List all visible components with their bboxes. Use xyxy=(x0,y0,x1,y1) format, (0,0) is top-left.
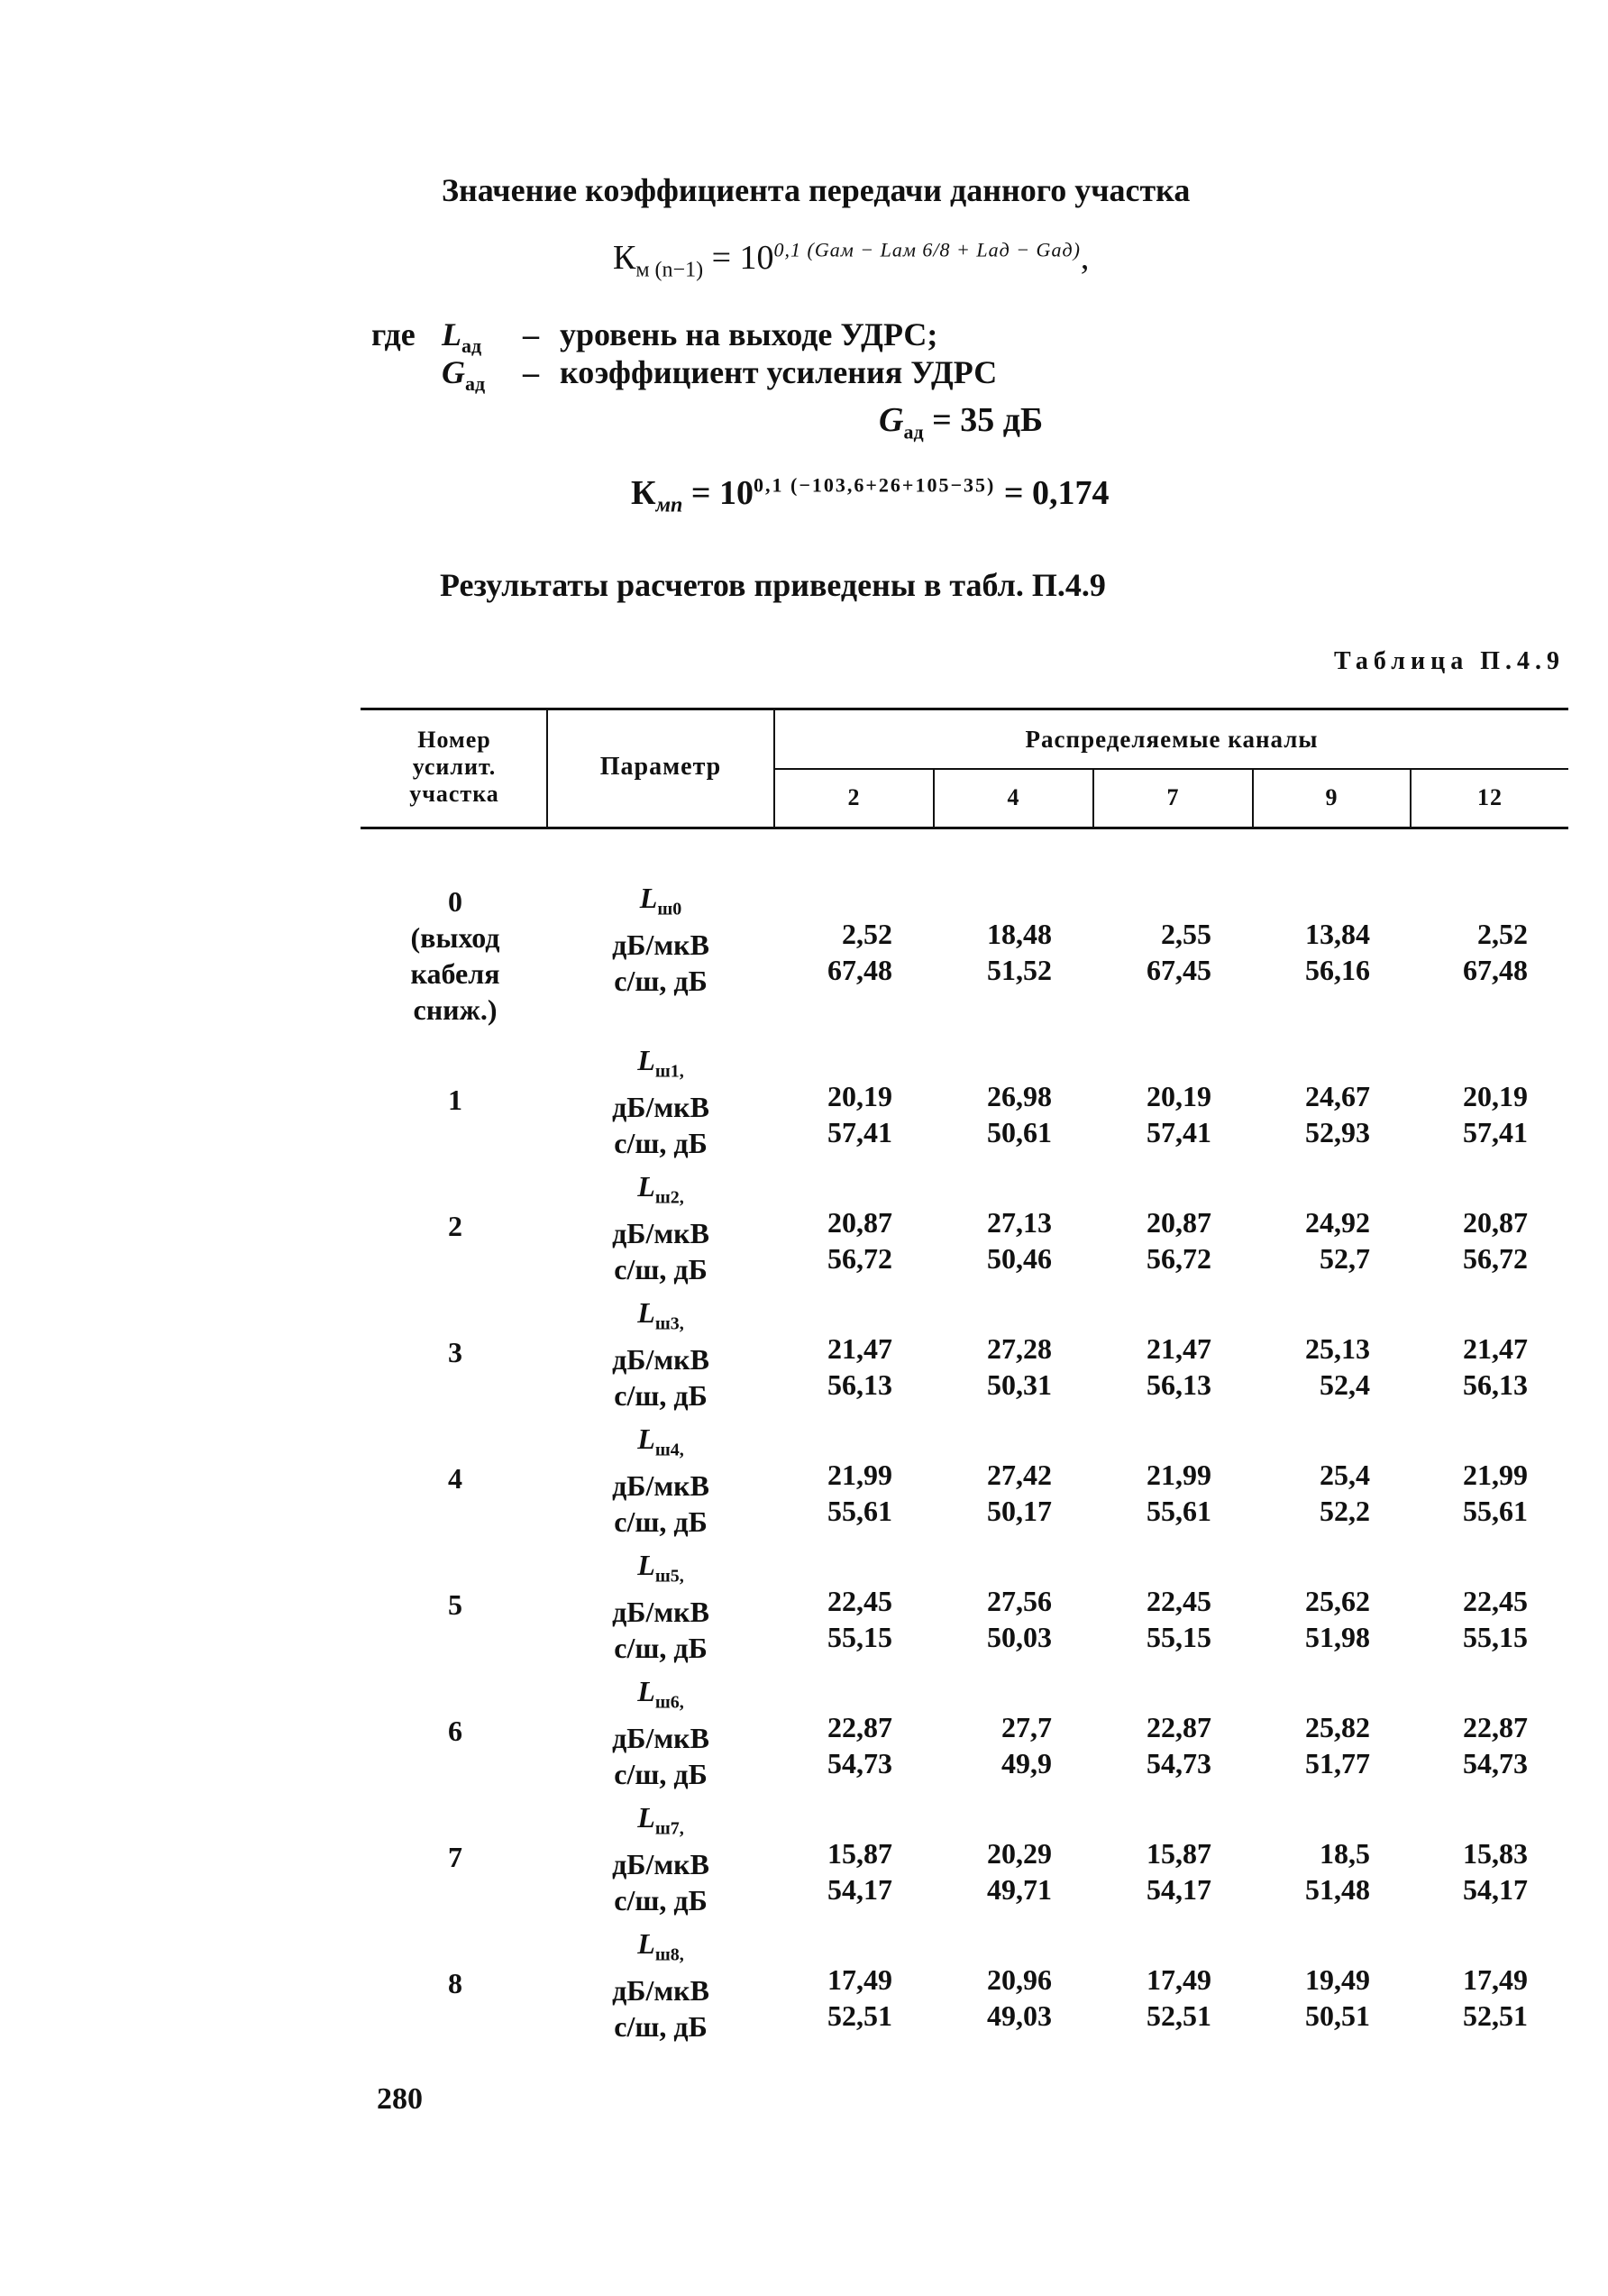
row-number xyxy=(365,1713,545,1749)
gad-sub: ад xyxy=(903,420,924,444)
row-parameter-unit: с/ш, дБ xyxy=(614,1505,708,1539)
row-parameter xyxy=(571,1926,751,2044)
row-parameter-unit: с/ш, дБ xyxy=(614,1127,708,1160)
param-sym: L xyxy=(637,1422,655,1455)
cell-snr-value: 52,4 xyxy=(1320,1368,1370,1401)
formula2-lhs-sub: мn xyxy=(655,493,683,517)
cell-level-value: 24,67 xyxy=(1305,1080,1370,1112)
formula1-tail: , xyxy=(1080,239,1090,277)
header-channel-12: 12 xyxy=(1477,784,1503,810)
row-number-line: 4 xyxy=(448,1462,462,1495)
cell-snr-value: 50,46 xyxy=(987,1242,1052,1275)
cell-snr-value: 52,2 xyxy=(1320,1495,1370,1527)
header-channel-7: 7 xyxy=(1166,784,1180,810)
cell-level-value: 25,62 xyxy=(1305,1585,1370,1617)
cell-snr-value: 67,48 xyxy=(827,954,892,986)
row-parameter-unit: дБ/мкВ xyxy=(612,928,709,962)
row-parameter-symbol xyxy=(571,1673,751,1720)
cell-level-value: 18,48 xyxy=(987,918,1052,950)
formula-kmn xyxy=(631,473,1109,518)
cell-level-value: 27,13 xyxy=(987,1206,1052,1239)
row-parameter-symbol xyxy=(571,1294,751,1341)
cell-level-value: 20,87 xyxy=(827,1206,892,1239)
cell-level-value: 22,45 xyxy=(1463,1585,1528,1617)
param-sym: L xyxy=(637,1044,655,1076)
where-dash: – xyxy=(523,316,539,352)
cell-level-value: 2,52 xyxy=(842,918,892,950)
cell-level-value: 22,87 xyxy=(1147,1711,1211,1743)
where-sym-sub: ад xyxy=(465,372,486,396)
row-number-line: (выход xyxy=(410,921,500,954)
row-parameter xyxy=(571,1294,751,1413)
param-sym: L xyxy=(637,1296,655,1329)
where-text: коэффициент усиления УДРС xyxy=(560,354,998,390)
param-sym: L xyxy=(639,882,658,914)
row-parameter xyxy=(571,1168,751,1287)
cell-level-value: 21,99 xyxy=(827,1459,892,1491)
cell-snr-value: 67,45 xyxy=(1147,954,1211,986)
param-sym: L xyxy=(637,1927,655,1960)
cell-snr-value: 51,98 xyxy=(1305,1621,1370,1653)
where-dash: – xyxy=(523,354,539,390)
row-parameter-unit: дБ/мкВ xyxy=(612,1091,709,1124)
cell-level-value: 2,52 xyxy=(1477,918,1528,950)
cell-level-value: 20,29 xyxy=(987,1837,1052,1870)
param-sub: ш6, xyxy=(654,1692,684,1713)
row-parameter-symbol xyxy=(571,1042,751,1089)
header-parameter: Параметр xyxy=(599,753,722,781)
cell-level-value: 22,87 xyxy=(827,1711,892,1743)
cell-level-value: 20,19 xyxy=(1147,1080,1211,1112)
cell-snr-value: 54,17 xyxy=(1147,1873,1211,1906)
cell-snr-value: 49,03 xyxy=(987,1999,1052,2032)
param-sub: ш5, xyxy=(654,1566,684,1587)
cell-snr-value: 67,48 xyxy=(1463,954,1528,986)
cell-snr-value: 52,93 xyxy=(1305,1116,1370,1148)
formula1-exponent: 0,1 (Gам − Lам 6/8 + Lад − Gад) xyxy=(773,238,1081,261)
row-number-line: 3 xyxy=(448,1336,462,1368)
cell-snr-value: 56,72 xyxy=(1147,1242,1211,1275)
table-top-rule xyxy=(361,708,1568,710)
param-sub: ш4, xyxy=(654,1440,684,1460)
row-parameter-symbol xyxy=(571,1421,751,1468)
row-number-line: 2 xyxy=(448,1210,462,1242)
where-row-lad xyxy=(371,316,937,358)
cell-snr-value: 55,61 xyxy=(1463,1495,1528,1527)
row-parameter-unit: с/ш, дБ xyxy=(614,1253,708,1286)
formula2-exponent: 0,1 (−103,6+26+105−35) xyxy=(754,473,996,497)
cell-level-value: 27,28 xyxy=(987,1332,1052,1365)
row-number xyxy=(365,1839,545,1875)
formula2-eq: = 10 xyxy=(682,474,754,512)
page-number: 280 xyxy=(377,2082,423,2116)
row-number xyxy=(365,1587,545,1623)
cell-level-value: 25,13 xyxy=(1305,1332,1370,1365)
row-number-line: кабеля xyxy=(410,957,500,990)
row-parameter-unit: с/ш, дБ xyxy=(614,965,708,998)
cell-snr-value: 51,52 xyxy=(987,954,1052,986)
param-sub: ш3, xyxy=(654,1313,684,1334)
cell-level-value: 17,49 xyxy=(1463,1963,1528,1996)
cell-snr-value: 54,17 xyxy=(827,1873,892,1906)
gad-val: = 35 дБ xyxy=(923,401,1044,439)
cell-snr-value: 55,15 xyxy=(1147,1621,1211,1653)
row-number xyxy=(365,1965,545,2001)
cell-level-value: 18,5 xyxy=(1320,1837,1370,1870)
row-parameter-unit: дБ/мкВ xyxy=(612,1343,709,1377)
row-parameter-unit: дБ/мкВ xyxy=(612,1974,709,2008)
row-parameter-symbol xyxy=(571,1547,751,1594)
where-sym: L xyxy=(442,316,461,352)
cell-level-value: 2,55 xyxy=(1161,918,1211,950)
header-number-line: усилит. xyxy=(412,754,497,780)
row-parameter xyxy=(571,1799,751,1918)
cell-snr-value: 55,15 xyxy=(827,1621,892,1653)
cell-snr-value: 56,72 xyxy=(1463,1242,1528,1275)
param-sub: ш1, xyxy=(654,1061,684,1082)
param-sub: ш8, xyxy=(654,1944,684,1965)
cell-snr-value: 55,61 xyxy=(827,1495,892,1527)
row-number xyxy=(365,1208,545,1244)
table-group-rule xyxy=(775,768,1568,770)
cell-snr-value: 52,7 xyxy=(1320,1242,1370,1275)
gad-sym: G xyxy=(879,401,904,439)
cell-snr-value: 52,51 xyxy=(827,1999,892,2032)
cell-snr-value: 56,13 xyxy=(1463,1368,1528,1401)
row-number-line: 1 xyxy=(448,1084,462,1116)
formula2-result: = 0,174 xyxy=(995,474,1110,512)
cell-snr-value: 52,51 xyxy=(1147,1999,1211,2032)
cell-snr-value: 56,72 xyxy=(827,1242,892,1275)
cell-level-value: 24,92 xyxy=(1305,1206,1370,1239)
row-parameter-symbol xyxy=(571,1926,751,1972)
row-parameter-unit: дБ/мкВ xyxy=(612,1469,709,1503)
cell-snr-value: 49,9 xyxy=(1001,1747,1052,1779)
row-number-line: 5 xyxy=(448,1588,462,1621)
row-number-line: 0 xyxy=(448,885,462,918)
row-parameter-symbol xyxy=(571,1168,751,1215)
gad-value xyxy=(879,400,1043,444)
cell-level-value: 20,19 xyxy=(827,1080,892,1112)
cell-level-value: 20,87 xyxy=(1463,1206,1528,1239)
cell-level-value: 13,84 xyxy=(1305,918,1370,950)
row-parameter-symbol xyxy=(571,880,751,927)
cell-level-value: 25,82 xyxy=(1305,1711,1370,1743)
row-parameter-unit: с/ш, дБ xyxy=(614,2010,708,2044)
cell-level-value: 20,96 xyxy=(987,1963,1052,1996)
cell-snr-value: 54,73 xyxy=(1147,1747,1211,1779)
cell-snr-value: 54,73 xyxy=(1463,1747,1528,1779)
row-parameter xyxy=(571,880,751,999)
cell-level-value: 22,45 xyxy=(1147,1585,1211,1617)
cell-level-value: 15,87 xyxy=(1147,1837,1211,1870)
header-distributed-channels: Распределяемые каналы xyxy=(1025,726,1319,753)
formula1-lhs: К xyxy=(613,239,636,277)
cell-snr-value: 51,48 xyxy=(1305,1873,1370,1906)
row-number xyxy=(365,1334,545,1370)
cell-level-value: 17,49 xyxy=(827,1963,892,1996)
cell-level-value: 26,98 xyxy=(987,1080,1052,1112)
cell-snr-value: 54,17 xyxy=(1463,1873,1528,1906)
row-parameter-unit: с/ш, дБ xyxy=(614,1758,708,1791)
cell-level-value: 21,99 xyxy=(1463,1459,1528,1491)
cell-snr-value: 57,41 xyxy=(1463,1116,1528,1148)
param-sub: ш0 xyxy=(657,899,682,919)
cell-snr-value: 56,13 xyxy=(1147,1368,1211,1401)
cell-snr-value: 55,61 xyxy=(1147,1495,1211,1527)
cell-level-value: 15,87 xyxy=(827,1837,892,1870)
param-sym: L xyxy=(637,1801,655,1834)
row-parameter-symbol xyxy=(571,1799,751,1846)
cell-level-value: 21,47 xyxy=(1463,1332,1528,1365)
cell-level-value: 22,87 xyxy=(1463,1711,1528,1743)
row-parameter xyxy=(571,1547,751,1666)
row-number-line: сниж.) xyxy=(413,993,498,1026)
row-parameter xyxy=(571,1042,751,1161)
param-sym: L xyxy=(637,1675,655,1707)
cell-level-value: 20,19 xyxy=(1463,1080,1528,1112)
header-channel-9: 9 xyxy=(1325,784,1338,810)
row-parameter-unit: дБ/мкВ xyxy=(612,1722,709,1755)
cell-snr-value: 50,51 xyxy=(1305,1999,1370,2032)
header-number-line: Номер xyxy=(417,727,491,753)
table-caption: Таблица П.4.9 xyxy=(1333,647,1565,675)
intro-text: Значение коэффициента передачи данного участка xyxy=(442,172,1191,208)
param-sub: ш7, xyxy=(654,1818,684,1839)
cell-level-value: 22,45 xyxy=(827,1585,892,1617)
cell-snr-value: 52,51 xyxy=(1463,1999,1528,2032)
cell-snr-value: 56,16 xyxy=(1305,954,1370,986)
row-number xyxy=(365,1082,545,1118)
table-header-bottom-rule xyxy=(361,827,1568,829)
cell-snr-value: 50,17 xyxy=(987,1495,1052,1527)
where-sym: G xyxy=(442,354,465,390)
row-number-line: 8 xyxy=(448,1967,462,1999)
cell-snr-value: 50,31 xyxy=(987,1368,1052,1401)
formula2-lhs: К xyxy=(631,474,656,512)
where-sym-sub: ад xyxy=(461,334,482,358)
cell-snr-value: 55,15 xyxy=(1463,1621,1528,1653)
results-text: Результаты расчетов приведены в табл. П.4.9 xyxy=(440,567,1106,603)
cell-level-value: 27,7 xyxy=(1001,1711,1052,1743)
formula1-lhs-sub: м (n−1) xyxy=(635,258,704,282)
where-text: уровень на выходе УДРС; xyxy=(560,316,938,352)
row-parameter-unit: дБ/мкВ xyxy=(612,1848,709,1881)
cell-level-value: 25,4 xyxy=(1320,1459,1370,1491)
cell-level-value: 21,47 xyxy=(827,1332,892,1365)
cell-snr-value: 56,13 xyxy=(827,1368,892,1401)
cell-snr-value: 49,71 xyxy=(987,1873,1052,1906)
where-row-gad xyxy=(371,353,997,396)
cell-level-value: 21,99 xyxy=(1147,1459,1211,1491)
cell-level-value: 20,87 xyxy=(1147,1206,1211,1239)
formula1-eq: = 10 xyxy=(711,239,774,277)
header-number xyxy=(362,727,546,808)
row-number-line: 6 xyxy=(448,1715,462,1747)
cell-snr-value: 54,73 xyxy=(827,1747,892,1779)
row-number xyxy=(365,1460,545,1496)
cell-level-value: 21,47 xyxy=(1147,1332,1211,1365)
row-parameter xyxy=(571,1673,751,1792)
row-number-line: 7 xyxy=(448,1841,462,1873)
cell-level-value: 15,83 xyxy=(1463,1837,1528,1870)
cell-snr-value: 50,61 xyxy=(987,1116,1052,1148)
param-sub: ш2, xyxy=(654,1187,684,1208)
cell-snr-value: 51,77 xyxy=(1305,1747,1370,1779)
header-channel-2: 2 xyxy=(847,784,861,810)
cell-snr-value: 57,41 xyxy=(1147,1116,1211,1148)
row-parameter xyxy=(571,1421,751,1540)
cell-level-value: 17,49 xyxy=(1147,1963,1211,1996)
where-prefix: где xyxy=(371,316,416,352)
cell-level-value: 19,49 xyxy=(1305,1963,1370,1996)
param-sym: L xyxy=(637,1170,655,1203)
formula-transfer-coefficient xyxy=(613,238,1089,283)
header-channel-4: 4 xyxy=(1007,784,1020,810)
header-number-line: участка xyxy=(409,781,499,807)
param-sym: L xyxy=(637,1549,655,1581)
row-parameter-unit: с/ш, дБ xyxy=(614,1884,708,1917)
row-parameter-unit: с/ш, дБ xyxy=(614,1632,708,1665)
cell-snr-value: 57,41 xyxy=(827,1116,892,1148)
cell-snr-value: 50,03 xyxy=(987,1621,1052,1653)
row-parameter-unit: дБ/мкВ xyxy=(612,1217,709,1250)
row-number xyxy=(365,883,545,1028)
row-parameter-unit: дБ/мкВ xyxy=(612,1596,709,1629)
cell-level-value: 27,56 xyxy=(987,1585,1052,1617)
row-parameter-unit: с/ш, дБ xyxy=(614,1379,708,1413)
cell-level-value: 27,42 xyxy=(987,1459,1052,1491)
